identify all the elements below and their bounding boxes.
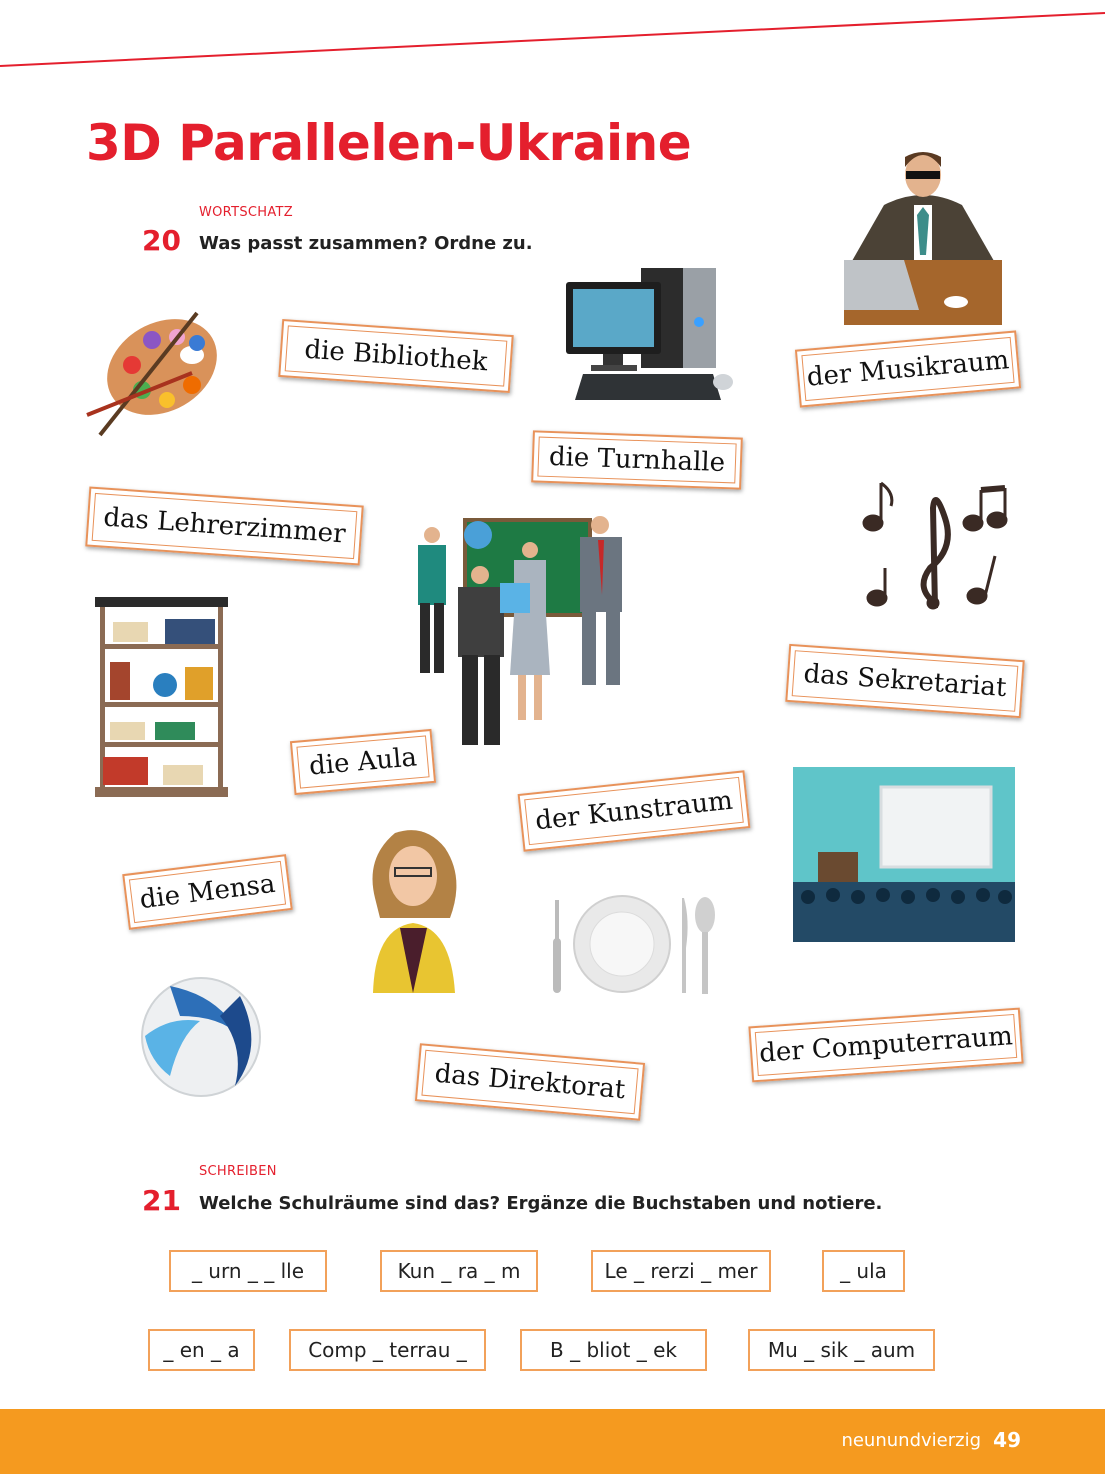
word-card[interactable]: [415, 1043, 645, 1120]
word-card[interactable]: [531, 430, 743, 489]
exercise-21-label: SCHREIBEN: [199, 1164, 277, 1179]
page-number-word: neunundvierzig: [841, 1430, 981, 1451]
teacher-at-laptop-icon: [844, 145, 1002, 325]
exercise-21-number: 21: [142, 1184, 181, 1217]
auditorium-icon: [793, 767, 1015, 942]
gap-word-box[interactable]: Kun _ ra _ m: [380, 1250, 538, 1292]
word-card-text: die Bibliothek: [303, 334, 489, 378]
page-number: 49: [993, 1428, 1021, 1452]
page-title: 3D Parallelen-Ukraine: [86, 114, 692, 172]
exercise-20-instruction: Was passt zusammen? Ordne zu.: [199, 233, 533, 254]
exercise-21-instruction: Welche Schulräume sind das? Ergänze die Buchstaben und notiere.: [199, 1193, 883, 1214]
word-card-text: die Aula: [307, 742, 419, 782]
footer-bar: [0, 1409, 1105, 1474]
paint-palette-icon: [82, 305, 227, 440]
exercise-20-number: 20: [142, 224, 181, 257]
bookshelf-icon: [95, 597, 230, 807]
computer-icon: [563, 262, 738, 404]
music-notes-icon: [855, 478, 1010, 613]
word-card[interactable]: [518, 770, 751, 852]
word-card-text: der Computerraum: [758, 1021, 1014, 1069]
word-card-text: der Musikraum: [805, 345, 1011, 393]
word-card-text: das Sekretariat: [802, 658, 1008, 704]
gap-word-box[interactable]: Mu _ sik _ aum: [748, 1329, 935, 1371]
volleyball-icon: [140, 976, 262, 1098]
gap-word-box[interactable]: Comp _ terrau _: [289, 1329, 486, 1371]
word-card[interactable]: [290, 729, 436, 795]
word-card-text: die Turnhalle: [548, 441, 726, 479]
gap-word-box[interactable]: B _ bliot _ ek: [520, 1329, 707, 1371]
word-card-text: die Mensa: [138, 868, 277, 916]
plate-and-cutlery-icon: [550, 890, 720, 998]
word-card-text: das Lehrerzimmer: [102, 502, 347, 550]
word-card-text: das Direktorat: [433, 1058, 627, 1106]
secretary-icon: [365, 828, 462, 993]
word-card[interactable]: [85, 486, 364, 565]
gap-word-box[interactable]: _ urn _ _ lle: [169, 1250, 327, 1292]
teachers-group-icon: [410, 515, 638, 755]
word-card[interactable]: [122, 854, 293, 930]
red-top-line: [0, 0, 1105, 80]
word-card[interactable]: [785, 644, 1024, 718]
word-card[interactable]: [278, 319, 513, 393]
gap-word-box[interactable]: _ ula: [822, 1250, 905, 1292]
gap-word-box[interactable]: Le _ rerzi _ mer: [591, 1250, 771, 1292]
word-card[interactable]: [748, 1008, 1023, 1083]
exercise-20-label: WORTSCHATZ: [199, 205, 293, 220]
gap-word-box[interactable]: _ en _ a: [148, 1329, 255, 1371]
word-card[interactable]: [795, 330, 1021, 407]
word-card-text: der Kunstraum: [533, 785, 735, 837]
